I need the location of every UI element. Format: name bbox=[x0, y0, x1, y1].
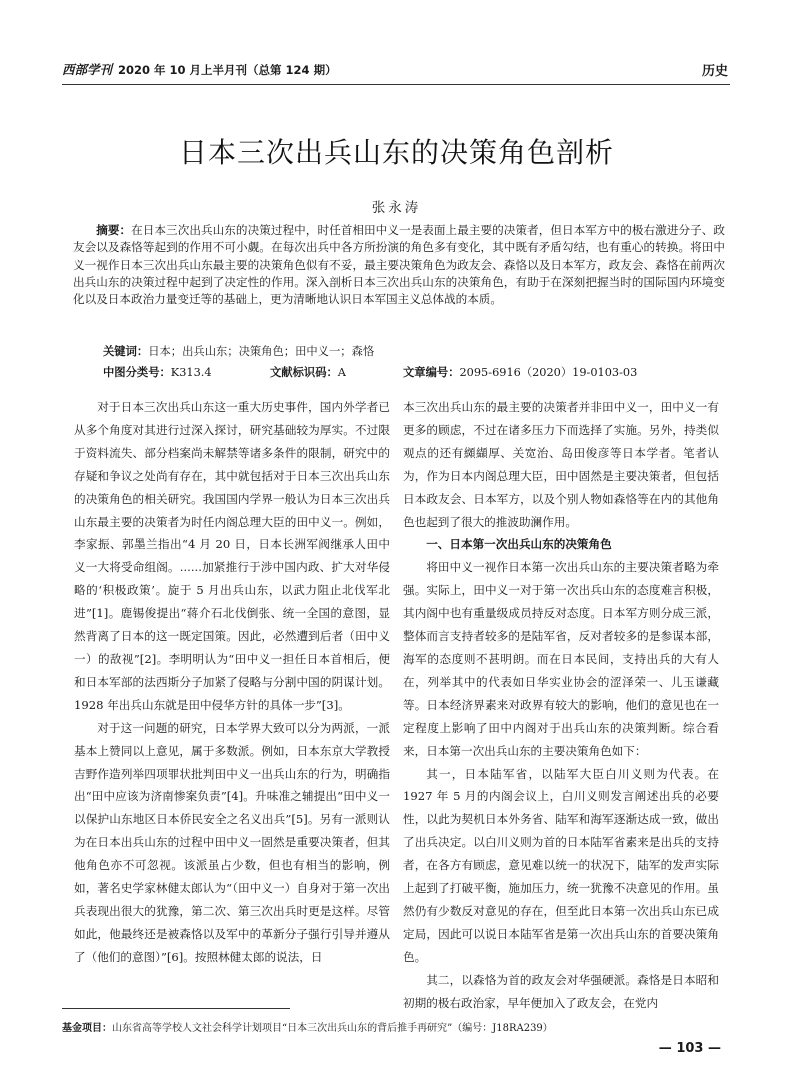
clc-value: K313.4 bbox=[170, 366, 212, 379]
clc-label: 中图分类号： bbox=[103, 366, 171, 379]
running-header bbox=[62, 58, 730, 82]
journal-issue-line bbox=[62, 60, 337, 78]
abstract-label: 摘要： bbox=[96, 223, 132, 237]
body-paragraph: 其一，日本陆军省，以陆军大臣白川义则为代表。在 1927 年 5 月的内阁会议上，白川义则发言阐述出兵的必要性，以此为契机日本外务省、陆军和海军逐渐达成一致，做出了出兵决定。以白川义则为首的日本陆军省素来是出兵的支持者，在各方有顾虑，意见难以统一的状况下，陆军的发声实际上起到了打破平衡，施加压力，统一犹豫不决意见的作用。虽然仍有少数反对意见的存在，但至此日本第一次出兵山东已成定局，因此可以说日本陆军省是第一次出兵山东的首要决策角色。 bbox=[403, 766, 719, 964]
article-id-label: 文章编号： bbox=[403, 366, 460, 379]
abstract-text: 在日本三次出兵山东的决策过程中，时任首相田中义一是表面上最主要的决策者，但日本军方中的极右激进分子、政友会以及森恪等起到的作用不可小觑。在每次出兵中各方所扮演的角色多有变化，其中既有矛盾勾结，也有重心的转换。将田中义一视作日本三次出兵山东最主要的决策角色似有不妥，最主要决策角色为政友会、森恪以及日本军方，政友会、森恪在前两次出兵山东的决策过程中起到了决定性的作用。深入剖析日本三次出兵山东的决策角色，有助于在深刻把握当时的国际国内环境变化以及日本政治力量变迁等的基础上，更为清晰地认识日本军国主义总体战的本质。 bbox=[73, 223, 725, 307]
doc-code-value: A bbox=[337, 366, 346, 379]
footnote-label: 基金项目： bbox=[62, 1023, 112, 1034]
clc-line bbox=[103, 364, 212, 380]
doc-code-label: 文献标识码： bbox=[270, 366, 338, 379]
footnote-divider bbox=[62, 1008, 290, 1009]
keywords-text: 日本；出兵山东；决策角色；田中义一；森恪 bbox=[148, 345, 375, 358]
body-paragraph: 对于这一问题的研究，日本学界大致可以分为两派，一派基本上赞同以上意见，属于多数派。例如，日本东京大学教授吉野作造列举四项罪状批判田中义一出兵山东的行为，明确指出“田中应该为济南惨案负责”[4]。升味准之辅提出“田中义一以保护山东地区日本侨民安全之名义出兵”[5]。另有一派则认为在日本出兵山东的过程中田中义一固然是重要决策者，但其他角色亦不可忽视。该派虽占少数，但也有相当的影响，例如，著名史学家林健太郎认为“（田中义一）自身对于第一次出兵表现出很大的犹豫，第二次、第三次出兵时更是这样。尽管如此，他最终还是被森恪以及军中的革新分子强行引导并遵从了（他们的意图）”[6]。按照林健太郎的说法，日 bbox=[74, 720, 390, 964]
article-id-line bbox=[403, 364, 637, 380]
body-column-right bbox=[403, 396, 719, 1014]
doc-code-line bbox=[270, 364, 346, 380]
page-number: — 103 — bbox=[658, 1041, 721, 1056]
article-title: 日本三次出兵山东的决策角色剖析 bbox=[178, 136, 614, 169]
funding-footnote bbox=[62, 1019, 730, 1034]
body-paragraph-continued: 本三次出兵山东的最主要的决策者并非田中义一，田中义一有更多的顾虑，不过在诸多压力下而选择了实施。另外，持类似观点的还有纐纈厚、关宽治、岛田俊彦等日本学者。笔者认为，作为日本内阁总理大臣，田中固然是主要决策者，但包括日本政友会、日本军方，以及个别人物如森恪等在内的其他角色也起到了很大的推波助澜作用。 bbox=[403, 400, 719, 529]
keywords-line bbox=[103, 343, 374, 359]
section-heading: 一、日本第一次出兵山东的决策角色 bbox=[426, 537, 612, 552]
body-paragraph: 将田中义一视作日本第一次出兵山东的主要决策者略为牵强。实际上，田中义一对于第一次出兵山东的态度难言积极，其内阁中也有重量级成员持反对态度。日本军方则分成三派，整体而言支持者较多的是陆军省，反对者较多的是参谋本部，海军的态度则不甚明朗。而在日本民间，支持出兵的大有人在，列举其中的代表如日华实业协会的涩泽荣一、儿玉谦藏等。日本经济界素来对政界有较大的影响，他们的意见也在一定程度上影响了田中内阁对于出兵山东的决策判断。综合看来，日本第一次出兵山东的主要决策角色如下： bbox=[403, 560, 719, 758]
section-label: 历史 bbox=[701, 64, 728, 79]
body-paragraph: 其二，以森恪为首的政友会对华强硬派。森恪是日本昭和初期的极右政治家，早年便加入了政友会，在党内 bbox=[403, 972, 719, 1010]
body-paragraph: 对于日本三次出兵山东这一重大历史事件，国内外学者已从多个角度对其进行过深入探讨，研究基础较为厚实。不过限于资料流失、部分档案尚未解禁等诸多条件的限制，研究中的存疑和争议之处尚有存在，其中就包括对于日本三次出兵山东的决策角色的相关研究。我国国内学界一般认为日本三次出兵山东最主要的决策者为时任内阁总理大臣的田中义一。例如，李家振、郭墨兰指出“4 月 20 日，日本长洲军阀继承人田中义一大将受命组阁。......加紧推行于涉中国内政、扩大对华侵略的‘积极政策’。旋于 5 月出兵山东，以武力阻止北伐军北进”[1]。鹿锡俊提出“蒋介石北伐倒张、统一全国的意图，显然背离了日本的这一既定国策。因此，必然遭到后者（田中义一）的敌视”[2]。李明明认为“田中义一担任日本首相后，便和日本军部的法西斯分子加紧了侵略与分割中国的阴谋计划。1928 年出兵山东就是田中侵华方针的具体一步”[3]。 bbox=[74, 400, 390, 712]
issue-label: 2020 年 10 月上半月刊（总第 124 期） bbox=[118, 63, 337, 77]
footnote-text: 山东省高等学校人文社会科学计划项目“日本三次出兵山东的背后推手再研究”（编号：J18RA239） bbox=[112, 1023, 553, 1034]
article-id-value: 2095-6916（2020）19-0103-03 bbox=[459, 366, 638, 379]
keywords-label: 关键词： bbox=[103, 345, 149, 358]
header-divider bbox=[62, 84, 730, 85]
journal-logo: 西部学刊 bbox=[62, 62, 113, 77]
body-column-left bbox=[74, 396, 390, 969]
abstract bbox=[73, 222, 725, 308]
author-name: 张永涛 bbox=[371, 200, 422, 216]
